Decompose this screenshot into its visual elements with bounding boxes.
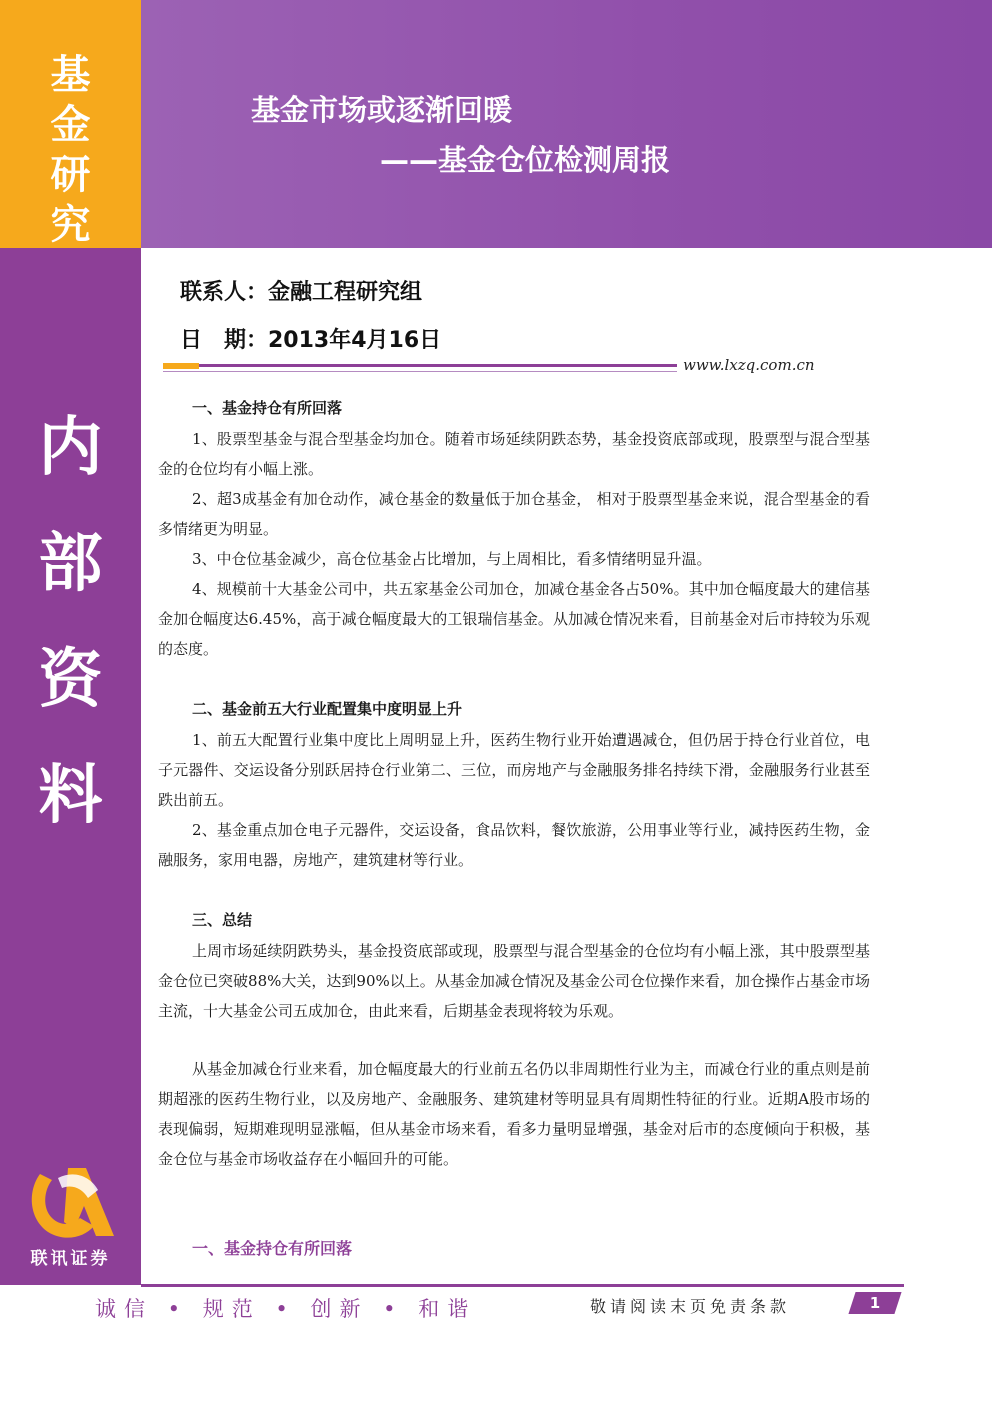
paragraph: 从基金加减仓行业来看，加仓幅度最大的行业前五名仍以非周期性行业为主，而减仓行业的重点则是前期超涨的医药生物行业，以及房地产、金融服务、建筑建材等明显具有周期性特征的行业。近期A股市场的表现偏弱，短期难现明显涨幅，但从基金市场来看，看多力量明显增强，基金对后市的态度倾向于积极，基金仓位与基金市场收益存在小幅回升的可能。 (158, 1060, 870, 1168)
company-logo-text: 联讯证券 (30, 1249, 111, 1269)
website-link[interactable]: www.lxzq.com.cn (683, 356, 815, 374)
divider-accent (163, 363, 199, 369)
divider-thin (163, 371, 677, 372)
page-number: 1 (869, 1294, 881, 1312)
sidebar-category-label (0, 50, 141, 250)
paragraph: 3、中仓位基金减少，高仓位基金占比增加，与上周相比，看多情绪明显升温。 (192, 550, 712, 568)
category-char: 究 (50, 201, 91, 248)
paragraph: 上周市场延续阴跌势头，基金投资底部或现，股票型与混合型基金的仓位均有小幅上涨，其中股票型基金仓位已突破88%大关，达到90%以上。从基金加减仓情况及基金公司仓位操作来看，加仓操作占基金市场主流，十大基金公司五成加仓，由此来看，后期基金表现将较为乐观。 (158, 942, 870, 1020)
next-section-heading: 一、基金持仓有所回落 (192, 1239, 353, 1258)
paragraph: 2、超3成基金有加仓动作，减仓基金的数量低于加仓基金， 相对于股票型基金来说，混合型基金的看多情绪更为明显。 (158, 490, 870, 538)
category-char: 金 (50, 101, 91, 148)
report-title: 基金市场或逐渐回暖 (251, 93, 513, 127)
report-subtitle: ——基金仓位检测周报 (380, 143, 671, 177)
category-char: 研 (50, 151, 91, 198)
footer-disclaimer: 敬请阅读末页免责条款 (590, 1297, 791, 1316)
divider-rule (199, 364, 677, 367)
section-heading: 一、基金持仓有所回落 (192, 399, 343, 417)
report-body (158, 397, 870, 1174)
paragraph: 1、前五大配置行业集中度比上周明显上升，医药生物行业开始遭遇减仓，但仍居于持仓行业首位，电子元器件、交运设备分别跃居持仓行业第二、三位，而房地产与金融服务排名持续下滑，金融服务行业甚至跌出前五。 (158, 731, 870, 809)
internal-char: 内 (38, 410, 103, 485)
sidebar-internal-label (0, 390, 141, 854)
internal-char: 料 (38, 758, 103, 833)
footer-rule (141, 1284, 904, 1287)
section-heading: 二、基金前五大行业配置集中度明显上升 (192, 700, 463, 718)
date-line: 日 期：2013年4月16日 (180, 328, 442, 353)
contact-line: 联系人：金融工程研究组 (180, 280, 423, 305)
sidebar-category-block (0, 0, 141, 248)
internal-char: 部 (38, 526, 103, 601)
paragraph: 4、规模前十大基金公司中，共五家基金公司加仓，加减仓基金各占50%。其中加仓幅度最大的建信基金加仓幅度达6.45%，高于减仓幅度最大的工银瑞信基金。从加减仓情况来看，目前基金对后市持较为乐观的态度。 (158, 580, 870, 658)
internal-char: 资 (38, 642, 103, 717)
section-heading: 三、总结 (192, 911, 253, 929)
paragraph: 2、基金重点加仓电子元器件，交运设备，食品饮料，餐饮旅游，公用事业等行业，减持医药生物，金融服务，家用电器，房地产，建筑建材等行业。 (158, 821, 870, 869)
category-char: 基 (50, 51, 91, 98)
paragraph: 1、股票型基金与混合型基金均加仓。随着市场延续阴跌态势，基金投资底部或现，股票型与混合型基金的仓位均有小幅上涨。 (158, 430, 870, 478)
footer-motto: 诚信 • 规范 • 创新 • 和谐 (95, 1297, 477, 1321)
